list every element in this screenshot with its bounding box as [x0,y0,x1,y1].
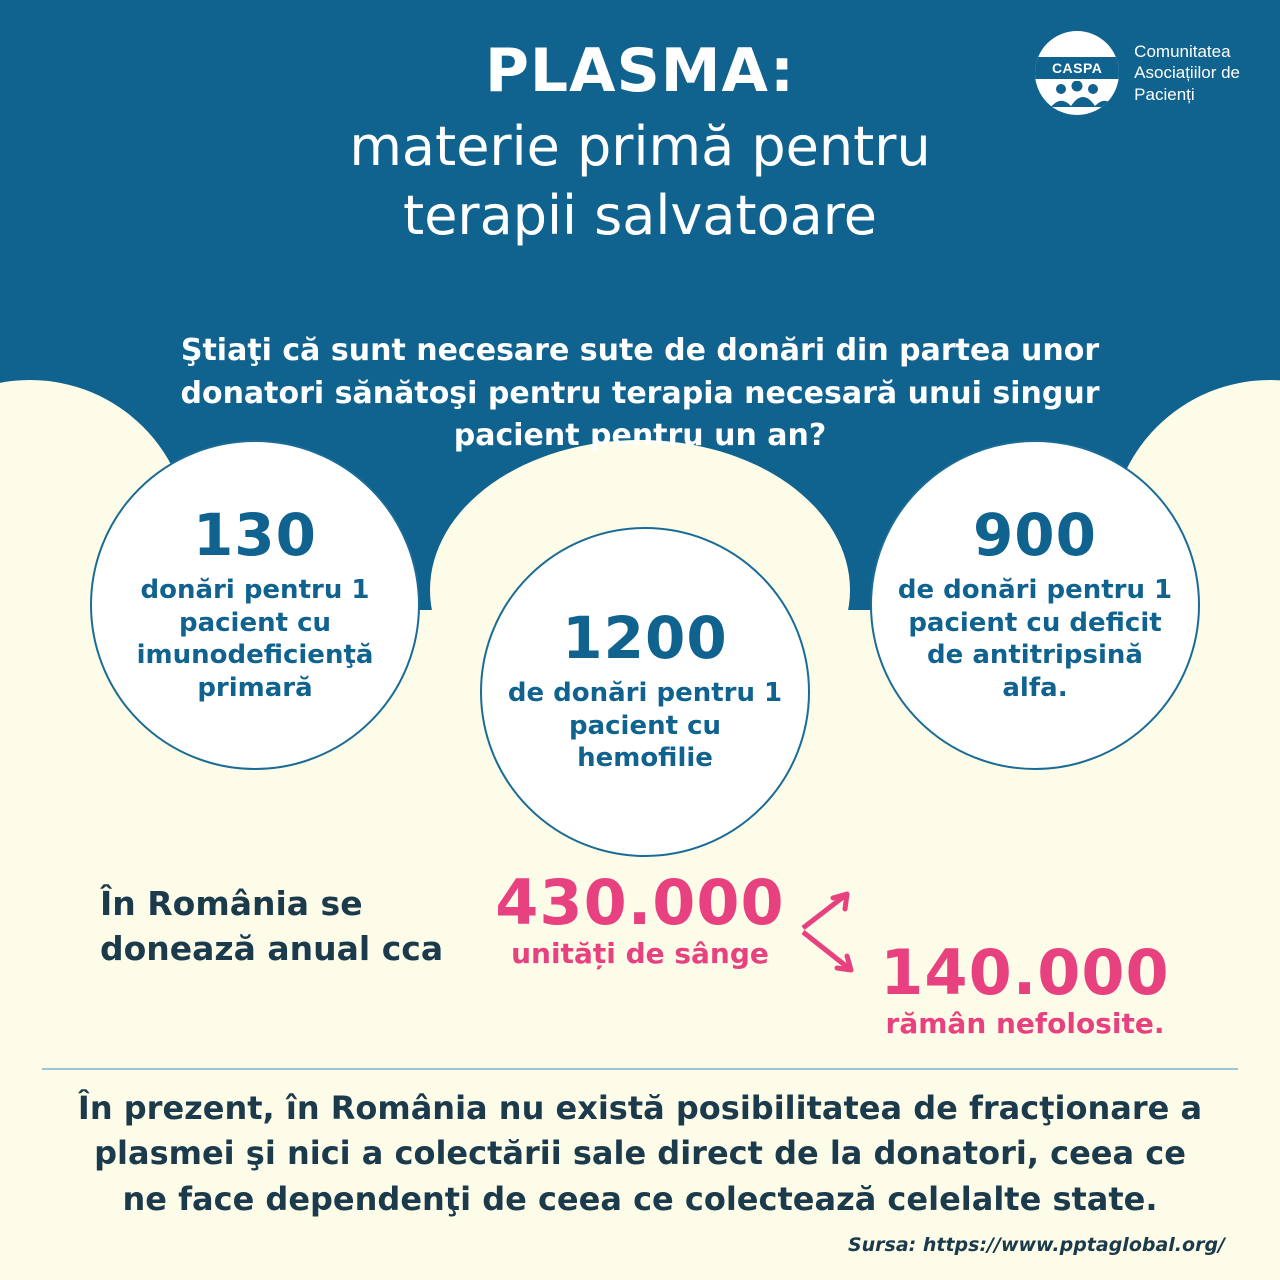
stat-circle-antitrypsin [870,440,1200,770]
footer-text: În prezent, în România nu există posibilitatea de fracţionare a plasmei şi nici a colectării sale direct de la donatori, ceea ce ne face dependenţi de ceea ce colectează celelalte state. [77,1089,1203,1218]
page-subtitle-line-2: terapii salvatoare [403,184,877,248]
stat-unused-unit: rămân nefolosite. [885,1007,1165,1041]
stat-donated [470,866,810,971]
stat-circle-hemophilia [480,527,810,857]
circle-value-130: 130 [192,501,318,569]
circle-caption-900: de donări pentru 1 pacient cu deficit de antitripsină alfa. [897,575,1173,703]
source-text: Sursa: https://www.pptaglobal.org/ [847,1234,1225,1256]
national-stats [0,866,1280,1050]
stat-donated-unit: unități de sânge [511,937,769,971]
question-text: Ştiaţi că sunt necesare sute de donări din partea unor donatori sănătoşi pentru terapia necesară unui singur pacient pentru un an? [180,333,1100,454]
circle-caption-130: donări pentru 1 pacient cu imunodeficienţă primară [136,575,374,703]
title-block [0,36,1280,250]
page-subtitle-line-1: materie primă pentru [349,115,931,178]
page-title: PLASMA: [484,36,796,106]
circle-value-900: 900 [972,501,1098,569]
circle-caption-1200: de donări pentru 1 pacient cu hemofilie [507,678,783,774]
stats-label: În România se donează anual cca [100,884,444,968]
divider [42,1068,1238,1070]
stat-circle-immunodeficiency [90,440,420,770]
circle-value-1200: 1200 [562,604,728,673]
stat-donated-number: 430.000 [495,866,785,939]
logo-mark-text: CASPA [1051,60,1103,76]
stat-unused-number: 140.000 [880,936,1170,1009]
logo-name-line-2: Asociațiilor de [1134,63,1240,83]
logo-name-line-3: Pacienți [1134,84,1195,104]
stat-unused [845,936,1205,1041]
logo-name-line-1: Comunitatea [1134,42,1231,62]
